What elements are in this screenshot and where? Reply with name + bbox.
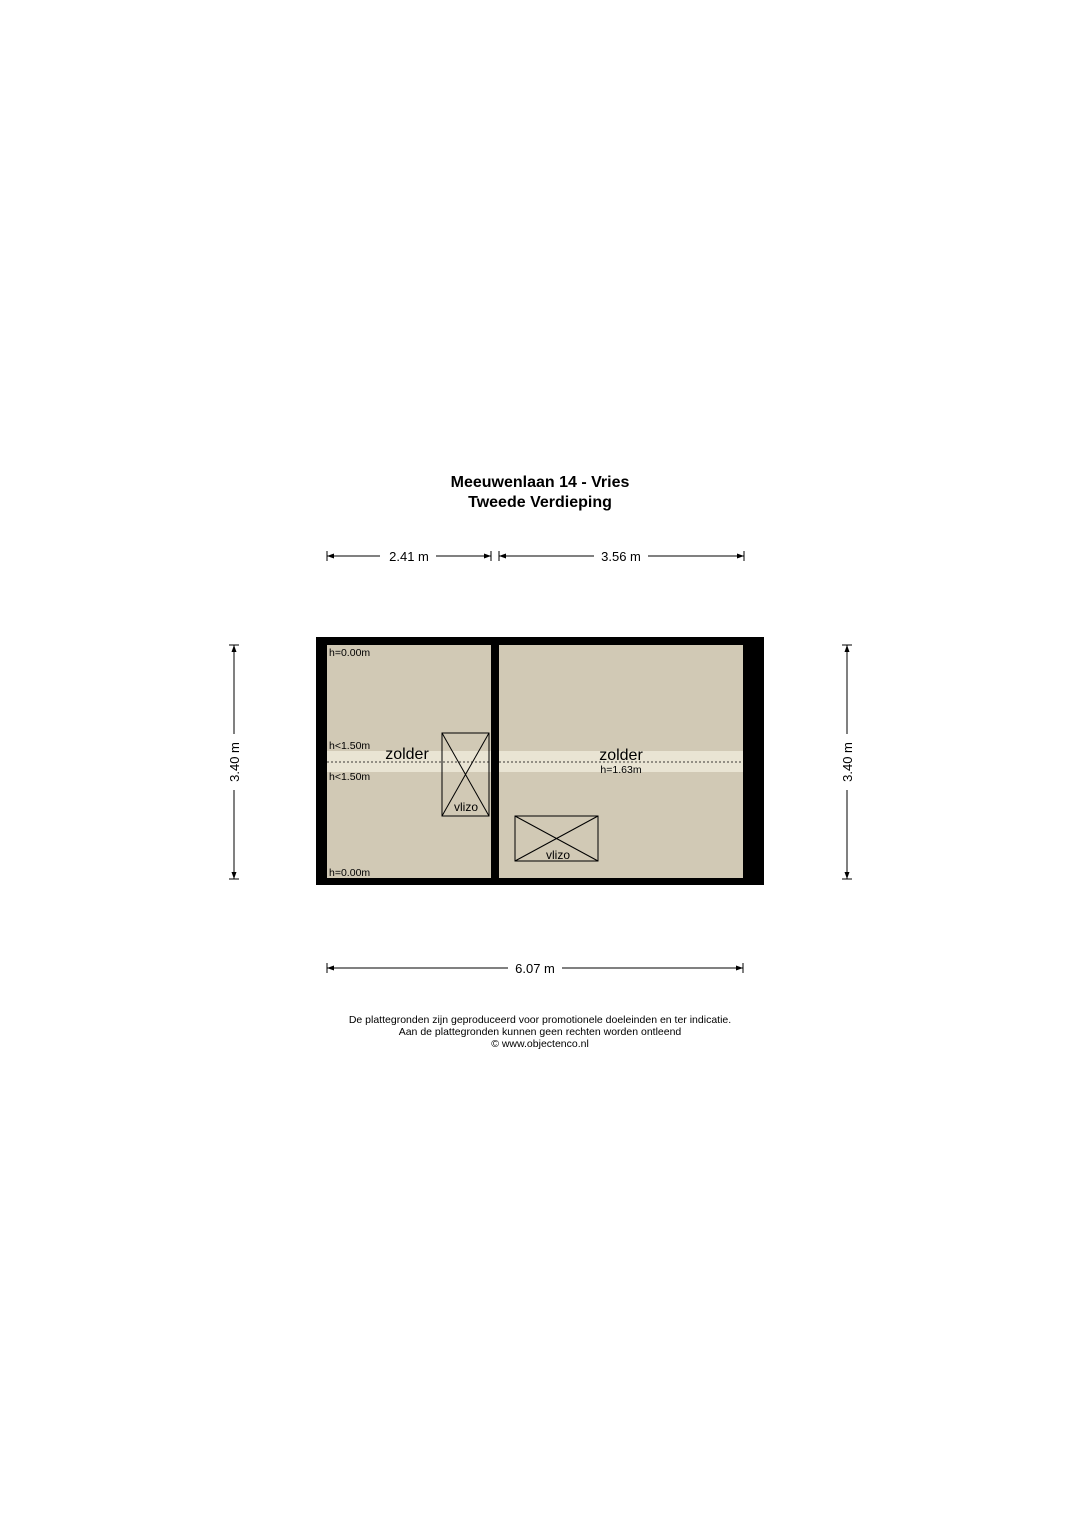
copyright-link[interactable]: © www.objectenco.nl	[491, 1038, 589, 1050]
height-label-mid-upper: h<1.50m	[329, 740, 371, 752]
floor-name: Tweede Verdieping	[468, 494, 612, 511]
dimension-label-top-right: 3.56 m	[601, 549, 641, 564]
height-label-mid-lower: h<1.50m	[329, 771, 371, 783]
height-label-top: h=0.00m	[329, 647, 371, 659]
room-height-right: h=1.63m	[600, 764, 642, 776]
plan-title: Meeuwenlaan 14 - Vries	[450, 474, 630, 491]
room-name-left: zolder	[385, 746, 429, 763]
disclaimer-line-2: Aan de plattegronden kunnen geen rechten worden ontleend	[398, 1026, 682, 1038]
hatch-label-right: vlizo	[545, 848, 571, 862]
dimension-label-right: 3.40 m	[840, 742, 855, 782]
dimension-label-bottom: 6.07 m	[515, 961, 555, 976]
dimension-label-top-left: 2.41 m	[389, 549, 429, 564]
disclaimer-line-1: De plattegronden zijn geproduceerd voor promotionele doeleinden en ter indicatie.	[348, 1014, 732, 1026]
height-label-bottom: h=0.00m	[329, 867, 371, 879]
dimension-label-left: 3.40 m	[227, 742, 242, 782]
hatch-label-left: vlizo	[453, 800, 479, 814]
room-name-right: zolder	[599, 747, 643, 764]
